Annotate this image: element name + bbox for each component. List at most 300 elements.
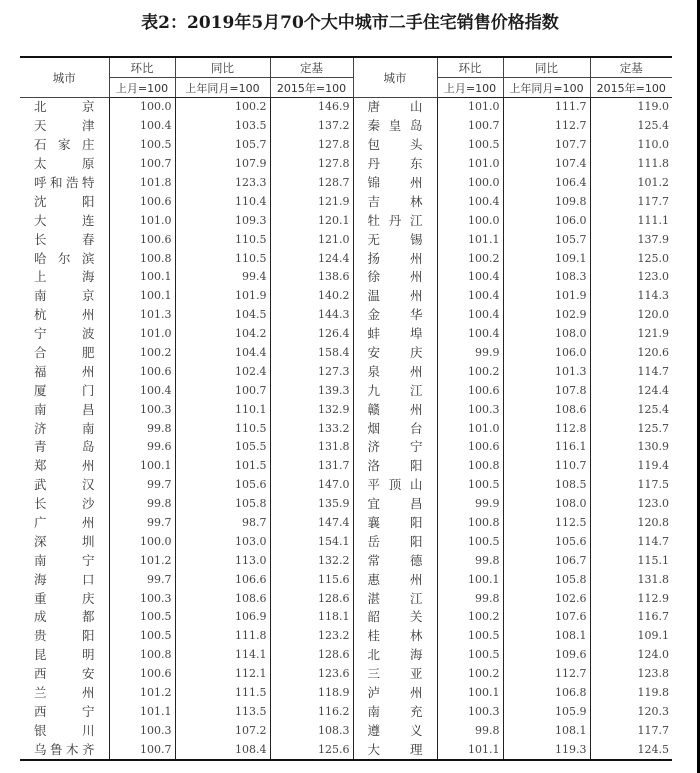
cell-mom-right: 101.0 [437, 98, 503, 117]
cell-mom-left: 100.4 [109, 381, 175, 400]
cell-fixed-right: 121.9 [590, 325, 672, 344]
cell-yoy-left: 100.2 [175, 98, 270, 117]
cell-yoy-left: 105.7 [175, 136, 270, 155]
cell-mom-right: 100.4 [437, 306, 503, 325]
cell-fixed-right: 111.8 [590, 155, 672, 174]
cell-fixed-right: 125.4 [590, 117, 672, 136]
cell-yoy-left: 105.5 [175, 438, 270, 457]
cell-city-right: 遵义 [353, 721, 437, 740]
cell-yoy-left: 109.3 [175, 211, 270, 230]
cell-city-left: 南昌 [20, 400, 109, 419]
cell-fixed-right: 120.0 [590, 306, 672, 325]
cell-mom-right: 100.2 [437, 665, 503, 684]
cell-fixed-left: 131.8 [270, 438, 353, 457]
cell-yoy-left: 100.7 [175, 381, 270, 400]
cell-mom-right: 100.4 [437, 192, 503, 211]
cell-fixed-left: 127.8 [270, 136, 353, 155]
cell-mom-left: 100.6 [109, 362, 175, 381]
cell-yoy-left: 107.9 [175, 155, 270, 174]
cell-city-right: 平顶山 [353, 476, 437, 495]
cell-mom-right: 101.1 [437, 230, 503, 249]
cell-fixed-right: 120.6 [590, 344, 672, 363]
cell-city-left: 南宁 [20, 551, 109, 570]
cell-fixed-right: 125.0 [590, 249, 672, 268]
cell-mom-right: 99.8 [437, 721, 503, 740]
cell-fixed-left: 118.1 [270, 608, 353, 627]
cell-fixed-right: 109.1 [590, 627, 672, 646]
cell-mom-right: 100.8 [437, 514, 503, 533]
header-yoy-base-right: 上年同月=100 [503, 78, 590, 98]
table-row [20, 381, 672, 400]
cell-yoy-right: 108.3 [503, 268, 590, 287]
cell-fixed-left: 125.6 [270, 740, 353, 760]
cell-yoy-right: 105.6 [503, 532, 590, 551]
cell-city-right: 牡丹江 [353, 211, 437, 230]
cell-city-right: 宜昌 [353, 495, 437, 514]
cell-city-right: 桂林 [353, 627, 437, 646]
table-row [20, 287, 672, 306]
cell-yoy-right: 106.8 [503, 684, 590, 703]
cell-fixed-left: 147.0 [270, 476, 353, 495]
cell-mom-left: 100.8 [109, 646, 175, 665]
cell-fixed-right: 117.7 [590, 192, 672, 211]
cell-mom-left: 100.6 [109, 192, 175, 211]
cell-yoy-right: 119.3 [503, 740, 590, 760]
header-row-2 [20, 78, 672, 98]
cell-yoy-left: 110.4 [175, 192, 270, 211]
cell-city-left: 厦门 [20, 381, 109, 400]
cell-fixed-right: 137.9 [590, 230, 672, 249]
cell-mom-right: 101.0 [437, 155, 503, 174]
cell-city-left: 济南 [20, 419, 109, 438]
table-row [20, 684, 672, 703]
cell-mom-left: 100.3 [109, 589, 175, 608]
header-mom-base-right: 上月=100 [437, 78, 503, 98]
cell-fixed-left: 108.3 [270, 721, 353, 740]
cell-city-left: 长沙 [20, 495, 109, 514]
cell-city-left: 郑州 [20, 457, 109, 476]
cell-mom-right: 101.1 [437, 740, 503, 760]
cell-city-left: 石家庄 [20, 136, 109, 155]
cell-mom-right: 100.5 [437, 136, 503, 155]
table-row [20, 570, 672, 589]
table-row [20, 495, 672, 514]
cell-mom-left: 100.0 [109, 98, 175, 117]
cell-city-right: 岳阳 [353, 532, 437, 551]
cell-city-right: 金华 [353, 306, 437, 325]
cell-mom-right: 100.4 [437, 287, 503, 306]
cell-city-left: 武汉 [20, 476, 109, 495]
header-mom-base-left: 上月=100 [109, 78, 175, 98]
header-fixed-left: 定基 [270, 57, 353, 78]
header-city-right: 城市 [353, 57, 437, 98]
cell-fixed-right: 120.3 [590, 703, 672, 722]
cell-city-right: 泸州 [353, 684, 437, 703]
cell-city-left: 成都 [20, 608, 109, 627]
table-row [20, 514, 672, 533]
cell-mom-left: 99.7 [109, 476, 175, 495]
cell-yoy-right: 106.0 [503, 211, 590, 230]
table-row [20, 249, 672, 268]
cell-fixed-left: 132.2 [270, 551, 353, 570]
cell-fixed-right: 120.8 [590, 514, 672, 533]
table-row [20, 721, 672, 740]
cell-city-right: 烟台 [353, 419, 437, 438]
cell-fixed-right: 117.5 [590, 476, 672, 495]
table-row [20, 627, 672, 646]
cell-mom-right: 100.0 [437, 174, 503, 193]
cell-fixed-right: 131.8 [590, 570, 672, 589]
table-row [20, 438, 672, 457]
cell-mom-left: 99.8 [109, 495, 175, 514]
cell-mom-right: 100.1 [437, 684, 503, 703]
cell-city-right: 无锡 [353, 230, 437, 249]
cell-yoy-left: 108.6 [175, 589, 270, 608]
table-row [20, 589, 672, 608]
cell-fixed-right: 130.9 [590, 438, 672, 457]
cell-fixed-right: 124.4 [590, 381, 672, 400]
cell-city-left: 西安 [20, 665, 109, 684]
cell-yoy-left: 104.5 [175, 306, 270, 325]
cell-city-left: 杭州 [20, 306, 109, 325]
cell-fixed-left: 133.2 [270, 419, 353, 438]
cell-yoy-right: 109.1 [503, 249, 590, 268]
cell-yoy-left: 123.3 [175, 174, 270, 193]
cell-city-left: 天津 [20, 117, 109, 136]
cell-yoy-left: 110.5 [175, 419, 270, 438]
cell-city-left: 沈阳 [20, 192, 109, 211]
header-yoy-base-left: 上年同月=100 [175, 78, 270, 98]
cell-yoy-right: 101.3 [503, 362, 590, 381]
cell-fixed-left: 131.7 [270, 457, 353, 476]
cell-yoy-left: 114.1 [175, 646, 270, 665]
cell-city-left: 乌鲁木齐 [20, 740, 109, 760]
cell-fixed-left: 115.6 [270, 570, 353, 589]
table-row [20, 306, 672, 325]
cell-yoy-right: 108.6 [503, 400, 590, 419]
cell-yoy-right: 108.1 [503, 627, 590, 646]
table-row [20, 551, 672, 570]
cell-fixed-right: 119.4 [590, 457, 672, 476]
table-row [20, 740, 672, 760]
cell-fixed-left: 154.1 [270, 532, 353, 551]
cell-mom-left: 100.6 [109, 230, 175, 249]
cell-mom-left: 100.1 [109, 268, 175, 287]
cell-city-left: 深圳 [20, 532, 109, 551]
cell-yoy-left: 106.9 [175, 608, 270, 627]
cell-city-left: 贵阳 [20, 627, 109, 646]
cell-mom-right: 100.2 [437, 362, 503, 381]
cell-fixed-right: 124.0 [590, 646, 672, 665]
cell-city-right: 泉州 [353, 362, 437, 381]
cell-fixed-left: 146.9 [270, 98, 353, 117]
cell-yoy-left: 103.5 [175, 117, 270, 136]
table-row [20, 703, 672, 722]
cell-fixed-left: 147.4 [270, 514, 353, 533]
header-row-1 [20, 57, 672, 78]
cell-city-right: 洛阳 [353, 457, 437, 476]
cell-mom-left: 100.5 [109, 608, 175, 627]
cell-yoy-left: 99.4 [175, 268, 270, 287]
cell-city-right: 惠州 [353, 570, 437, 589]
cell-mom-left: 101.3 [109, 306, 175, 325]
cell-city-left: 北京 [20, 98, 109, 117]
table-row [20, 174, 672, 193]
cell-city-right: 九江 [353, 381, 437, 400]
header-yoy-right: 同比 [503, 57, 590, 78]
price-index-table [20, 56, 672, 761]
cell-mom-left: 100.1 [109, 457, 175, 476]
cell-yoy-right: 109.6 [503, 646, 590, 665]
cell-yoy-right: 112.7 [503, 117, 590, 136]
cell-yoy-right: 109.8 [503, 192, 590, 211]
cell-city-right: 安庆 [353, 344, 437, 363]
cell-fixed-right: 114.7 [590, 362, 672, 381]
cell-fixed-left: 135.9 [270, 495, 353, 514]
cell-yoy-right: 111.7 [503, 98, 590, 117]
cell-fixed-right: 125.7 [590, 419, 672, 438]
table-row [20, 117, 672, 136]
cell-yoy-right: 106.7 [503, 551, 590, 570]
cell-yoy-right: 112.7 [503, 665, 590, 684]
cell-fixed-left: 128.7 [270, 174, 353, 193]
cell-mom-left: 100.5 [109, 136, 175, 155]
cell-yoy-right: 107.7 [503, 136, 590, 155]
cell-fixed-right: 114.7 [590, 532, 672, 551]
cell-city-left: 青岛 [20, 438, 109, 457]
cell-yoy-right: 108.1 [503, 721, 590, 740]
cell-yoy-left: 106.6 [175, 570, 270, 589]
cell-fixed-right: 111.1 [590, 211, 672, 230]
cell-mom-right: 100.1 [437, 570, 503, 589]
header-mom-left: 环比 [109, 57, 175, 78]
cell-mom-right: 100.3 [437, 703, 503, 722]
cell-yoy-right: 107.8 [503, 381, 590, 400]
cell-city-left: 宁波 [20, 325, 109, 344]
cell-city-left: 合肥 [20, 344, 109, 363]
cell-city-left: 福州 [20, 362, 109, 381]
cell-yoy-left: 111.8 [175, 627, 270, 646]
cell-mom-left: 101.0 [109, 325, 175, 344]
cell-city-left: 呼和浩特 [20, 174, 109, 193]
cell-city-left: 太原 [20, 155, 109, 174]
header-city-left: 城市 [20, 57, 109, 98]
cell-fixed-left: 127.3 [270, 362, 353, 381]
table-row [20, 325, 672, 344]
cell-yoy-left: 101.9 [175, 287, 270, 306]
cell-yoy-left: 112.1 [175, 665, 270, 684]
cell-yoy-left: 101.5 [175, 457, 270, 476]
table-row [20, 268, 672, 287]
cell-city-right: 扬州 [353, 249, 437, 268]
cell-yoy-right: 101.9 [503, 287, 590, 306]
cell-fixed-right: 101.2 [590, 174, 672, 193]
cell-mom-right: 100.5 [437, 476, 503, 495]
header-mom-right: 环比 [437, 57, 503, 78]
cell-fixed-left: 132.9 [270, 400, 353, 419]
table-title: 表2：2019年5月70个大中城市二手住宅销售价格指数 [141, 13, 559, 33]
cell-city-left: 银川 [20, 721, 109, 740]
cell-fixed-left: 121.9 [270, 192, 353, 211]
cell-fixed-left: 123.2 [270, 627, 353, 646]
cell-fixed-left: 120.1 [270, 211, 353, 230]
cell-fixed-right: 110.0 [590, 136, 672, 155]
cell-fixed-right: 125.4 [590, 400, 672, 419]
cell-yoy-right: 112.5 [503, 514, 590, 533]
cell-mom-right: 100.0 [437, 211, 503, 230]
cell-yoy-left: 113.0 [175, 551, 270, 570]
cell-fixed-right: 114.3 [590, 287, 672, 306]
cell-yoy-left: 107.2 [175, 721, 270, 740]
cell-mom-left: 101.8 [109, 174, 175, 193]
cell-fixed-left: 124.4 [270, 249, 353, 268]
cell-mom-left: 100.7 [109, 155, 175, 174]
cell-yoy-left: 110.5 [175, 249, 270, 268]
cell-fixed-right: 123.0 [590, 268, 672, 287]
cell-city-right: 丹东 [353, 155, 437, 174]
table-body [20, 98, 672, 761]
cell-mom-right: 100.2 [437, 608, 503, 627]
table-row [20, 665, 672, 684]
cell-yoy-right: 106.4 [503, 174, 590, 193]
cell-yoy-left: 104.4 [175, 344, 270, 363]
cell-mom-left: 100.8 [109, 249, 175, 268]
cell-fixed-right: 119.0 [590, 98, 672, 117]
cell-yoy-right: 105.7 [503, 230, 590, 249]
cell-fixed-left: 123.6 [270, 665, 353, 684]
cell-yoy-right: 102.6 [503, 589, 590, 608]
cell-yoy-left: 104.2 [175, 325, 270, 344]
cell-mom-left: 99.7 [109, 514, 175, 533]
cell-yoy-right: 112.8 [503, 419, 590, 438]
cell-fixed-right: 123.0 [590, 495, 672, 514]
table-row [20, 419, 672, 438]
cell-yoy-left: 110.5 [175, 230, 270, 249]
cell-mom-right: 100.2 [437, 249, 503, 268]
cell-mom-left: 101.0 [109, 211, 175, 230]
cell-fixed-right: 117.7 [590, 721, 672, 740]
cell-fixed-left: 137.2 [270, 117, 353, 136]
table-row [20, 608, 672, 627]
cell-mom-right: 100.3 [437, 400, 503, 419]
cell-mom-right: 100.5 [437, 627, 503, 646]
table-row [20, 230, 672, 249]
cell-mom-right: 100.6 [437, 438, 503, 457]
cell-mom-left: 100.3 [109, 400, 175, 419]
cell-yoy-left: 110.1 [175, 400, 270, 419]
cell-city-right: 秦皇岛 [353, 117, 437, 136]
table-row [20, 400, 672, 419]
cell-city-left: 哈尔滨 [20, 249, 109, 268]
cell-mom-left: 101.1 [109, 703, 175, 722]
cell-yoy-left: 105.6 [175, 476, 270, 495]
cell-fixed-right: 116.7 [590, 608, 672, 627]
cell-mom-right: 100.4 [437, 325, 503, 344]
cell-city-left: 长春 [20, 230, 109, 249]
cell-city-right: 济宁 [353, 438, 437, 457]
cell-yoy-right: 105.8 [503, 570, 590, 589]
cell-mom-left: 100.2 [109, 344, 175, 363]
cell-city-left: 西宁 [20, 703, 109, 722]
cell-fixed-left: 138.6 [270, 268, 353, 287]
cell-fixed-left: 139.3 [270, 381, 353, 400]
cell-fixed-left: 144.3 [270, 306, 353, 325]
cell-mom-left: 100.3 [109, 721, 175, 740]
cell-yoy-left: 102.4 [175, 362, 270, 381]
cell-mom-left: 99.6 [109, 438, 175, 457]
cell-mom-right: 100.4 [437, 268, 503, 287]
cell-mom-right: 100.7 [437, 117, 503, 136]
cell-fixed-left: 127.8 [270, 155, 353, 174]
cell-city-left: 上海 [20, 268, 109, 287]
cell-yoy-right: 107.6 [503, 608, 590, 627]
header-yoy-left: 同比 [175, 57, 270, 78]
cell-yoy-right: 105.9 [503, 703, 590, 722]
cell-mom-left: 100.7 [109, 740, 175, 760]
cell-yoy-left: 108.4 [175, 740, 270, 760]
cell-yoy-left: 105.8 [175, 495, 270, 514]
cell-city-left: 大连 [20, 211, 109, 230]
cell-city-right: 湛江 [353, 589, 437, 608]
cell-city-right: 唐山 [353, 98, 437, 117]
cell-mom-right: 100.5 [437, 532, 503, 551]
cell-yoy-right: 108.0 [503, 325, 590, 344]
header-fixed-base-right: 2015年=100 [590, 78, 672, 98]
cell-mom-right: 99.9 [437, 495, 503, 514]
cell-mom-right: 101.0 [437, 419, 503, 438]
cell-mom-left: 99.8 [109, 419, 175, 438]
cell-fixed-left: 140.2 [270, 287, 353, 306]
cell-yoy-right: 108.0 [503, 495, 590, 514]
cell-yoy-right: 106.0 [503, 344, 590, 363]
table-row [20, 362, 672, 381]
cell-mom-left: 100.4 [109, 117, 175, 136]
cell-mom-left: 100.1 [109, 287, 175, 306]
table-row [20, 211, 672, 230]
cell-city-left: 重庆 [20, 589, 109, 608]
table-row [20, 344, 672, 363]
cell-city-right: 赣州 [353, 400, 437, 419]
table-row [20, 532, 672, 551]
cell-city-right: 温州 [353, 287, 437, 306]
cell-city-right: 蚌埠 [353, 325, 437, 344]
cell-fixed-right: 115.1 [590, 551, 672, 570]
cell-mom-right: 100.5 [437, 646, 503, 665]
cell-mom-right: 99.9 [437, 344, 503, 363]
cell-mom-left: 101.2 [109, 551, 175, 570]
cell-mom-left: 99.7 [109, 570, 175, 589]
cell-mom-right: 100.6 [437, 381, 503, 400]
cell-city-right: 大理 [353, 740, 437, 760]
table-row [20, 476, 672, 495]
table-row [20, 646, 672, 665]
cell-yoy-right: 110.7 [503, 457, 590, 476]
table-row [20, 192, 672, 211]
cell-mom-right: 99.8 [437, 589, 503, 608]
table-row [20, 155, 672, 174]
cell-city-right: 三亚 [353, 665, 437, 684]
table-row [20, 457, 672, 476]
cell-mom-left: 100.0 [109, 532, 175, 551]
cell-mom-left: 100.6 [109, 665, 175, 684]
cell-city-right: 包头 [353, 136, 437, 155]
header-fixed-right: 定基 [590, 57, 672, 78]
cell-fixed-left: 128.6 [270, 589, 353, 608]
cell-mom-right: 99.8 [437, 551, 503, 570]
cell-fixed-right: 119.8 [590, 684, 672, 703]
cell-city-right: 常德 [353, 551, 437, 570]
header-fixed-base-left: 2015年=100 [270, 78, 353, 98]
